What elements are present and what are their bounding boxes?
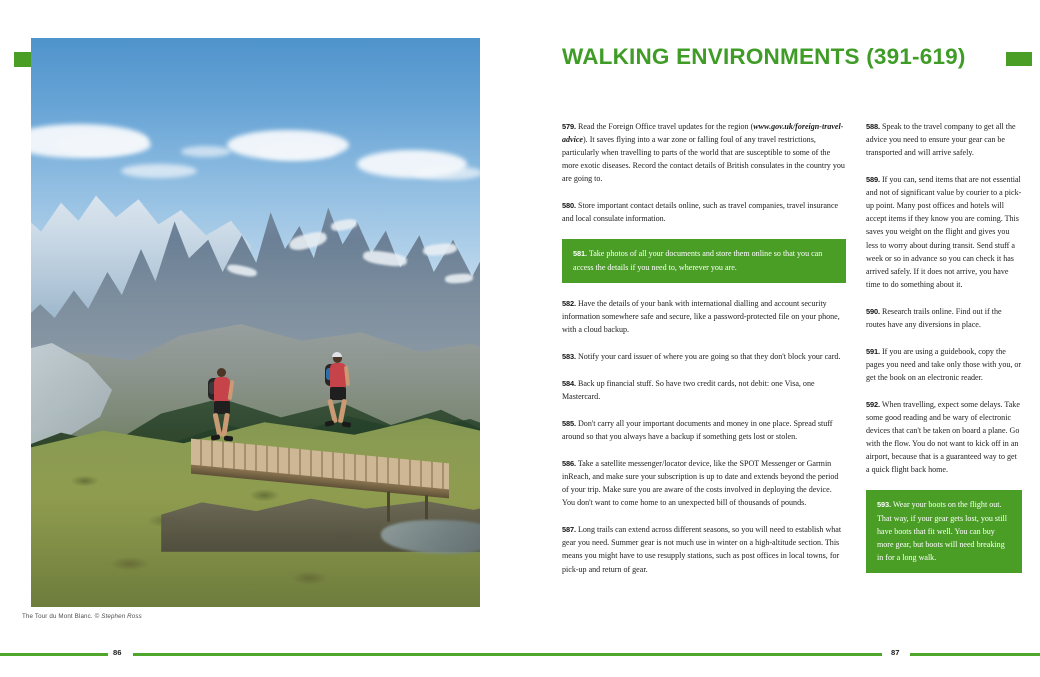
tip-paragraph (866, 305, 1022, 331)
tip-text: ). It saves flying into a war zone or falling foul of any travel restrictions, particularly when travelling to parts of the world that are susceptible to some of the more exotic diseases. Record the contact details of British consulates in the country you are going to. (562, 135, 845, 184)
page-number-left: 86 (113, 648, 122, 657)
tip-number: 591. (866, 346, 880, 356)
tip-number: 579. (562, 122, 576, 131)
photo-caption-credit: © Stephen Ross (94, 613, 142, 620)
bridge-leg (425, 495, 428, 519)
boot (342, 421, 352, 427)
tip-number: 592. (866, 400, 880, 410)
tip-paragraph (562, 417, 846, 443)
tip-number: 593. (877, 500, 891, 510)
head (217, 368, 226, 377)
tip-text: Read the Foreign Office travel updates for the region ( (575, 122, 754, 131)
right-margin-green-tab (1006, 52, 1032, 66)
tip-paragraph (562, 120, 846, 185)
tip-number: 587. (562, 525, 576, 535)
tip-text: Take a satellite messenger/locator device, like the SPOT Messenger or Garmin inReach, and make sure your subscription is up to date and extends beyond the period of your trip. Make sure you are aware of the costs involved in deploying the device. You don't want to come home to an unexpected bill of thousands of pounds. (562, 459, 839, 508)
tip-emphasis: www.gov.uk/foreign-travel-advice (562, 122, 844, 145)
bridge-leg (387, 491, 390, 521)
footer-rule (0, 653, 108, 656)
left-margin-green-tab (14, 52, 31, 67)
tip-paragraph (866, 120, 1022, 159)
tip-paragraph-highlighted (562, 239, 846, 282)
mountain-hiking-photo (31, 38, 480, 607)
column-left (562, 120, 846, 612)
tip-paragraph (562, 523, 846, 575)
tip-text: When travelling, expect some delays. Take some good reading and be wary of electronic devices that can't be taken on board a plane. Go with the flow. You do not want to kick off in an airport, because that is a guaranteed way to get a quick flight back home. (866, 400, 1020, 475)
cloud (257, 142, 337, 160)
photo-figure (31, 38, 480, 607)
tip-number: 589. (866, 175, 880, 185)
tip-number: 585. (562, 418, 576, 428)
tip-text: Research trails online. Find out if the routes have any diversions in place. (866, 306, 1002, 329)
tip-number: 580. (562, 201, 576, 211)
tip-number: 590. (866, 306, 880, 316)
tip-number: 581. (573, 249, 587, 259)
tip-paragraph (562, 377, 846, 403)
tip-text: If you are using a guidebook, copy the pages you need and take only those with you, or get the book on an electronic reader. (866, 346, 1022, 382)
column-right (866, 120, 1022, 612)
tip-paragraph (866, 173, 1022, 291)
cloud (413, 166, 480, 180)
footer-rule (910, 653, 1040, 656)
tip-text: Have the details of your bank with international dialling and account security information somewhere safe and secure, like a password-protected file on your phone, with a cloud backup. (562, 298, 840, 334)
tip-paragraph (562, 457, 846, 509)
tip-paragraph (866, 345, 1022, 384)
tip-number: 588. (866, 122, 880, 131)
tip-text: Back up financial stuff. So have two credit cards, not debit: one Visa, one Mastercard. (562, 378, 815, 401)
tip-number: 583. (562, 351, 576, 361)
tip-text: Long trails can extend across different seasons, so you will need to establish what gear you need. Summer gear is not much use in winter on a high-altitude section. This means you might have to use resupply stations, such as post offices in local towns, for pick-up and return of gear. (562, 525, 842, 574)
cloud (121, 164, 197, 178)
tip-paragraph (562, 297, 846, 336)
tip-paragraph (562, 350, 846, 363)
cap (332, 352, 342, 357)
tip-text: Don't carry all your important documents and money in one place. Spread stuff around so that you always have a backup if something gets lost or stolen. (562, 418, 833, 441)
tip-number: 584. (562, 378, 576, 388)
page-number-right: 87 (891, 648, 900, 657)
tip-text: If you can, send items that are not essential and not of significant value by courier to a pick-up point. Many post offices and hotels will accept items if they know you are coming. This saves you weight on the flight and gives you less to worry about during transit. Send stuff a week or so in advance so you can check it has arrived safely. If it does not arrive, you have time to do something about it. (866, 175, 1022, 289)
photo-caption-text: The Tour du Mont Blanc. (22, 613, 93, 620)
tip-number: 582. (562, 298, 576, 308)
tip-paragraph-highlighted (866, 490, 1022, 572)
tip-text: Wear your boots on the flight out. That way, if your gear gets lost, you still have boots that fit well. You can buy more gear, but boots will need breaking in for a long walk. (877, 500, 1007, 562)
text-columns (562, 120, 1022, 612)
tip-text: Speak to the travel company to get all the advice you need to ensure your gear can be transported and will arrive safely. (866, 122, 1016, 158)
cloud (181, 146, 231, 157)
tip-number: 586. (562, 459, 576, 469)
cloud (55, 134, 151, 156)
boot (224, 436, 233, 442)
photo-caption (22, 613, 142, 620)
footer-rule (133, 653, 882, 656)
tip-text: Store important contact details online, such as travel companies, travel insurance and local consulate information. (562, 201, 839, 224)
tip-text: Take photos of all your documents and store them online so that you can access the details if you need to, wherever you are. (573, 249, 823, 272)
page-title: WALKING ENVIRONMENTS (391-619) (562, 44, 966, 69)
tip-text: Notify your card issuer of where you are going so that they don't block your card. (575, 351, 841, 361)
footer (0, 649, 1040, 659)
tip-paragraph (866, 398, 1022, 476)
tip-paragraph (562, 199, 846, 225)
